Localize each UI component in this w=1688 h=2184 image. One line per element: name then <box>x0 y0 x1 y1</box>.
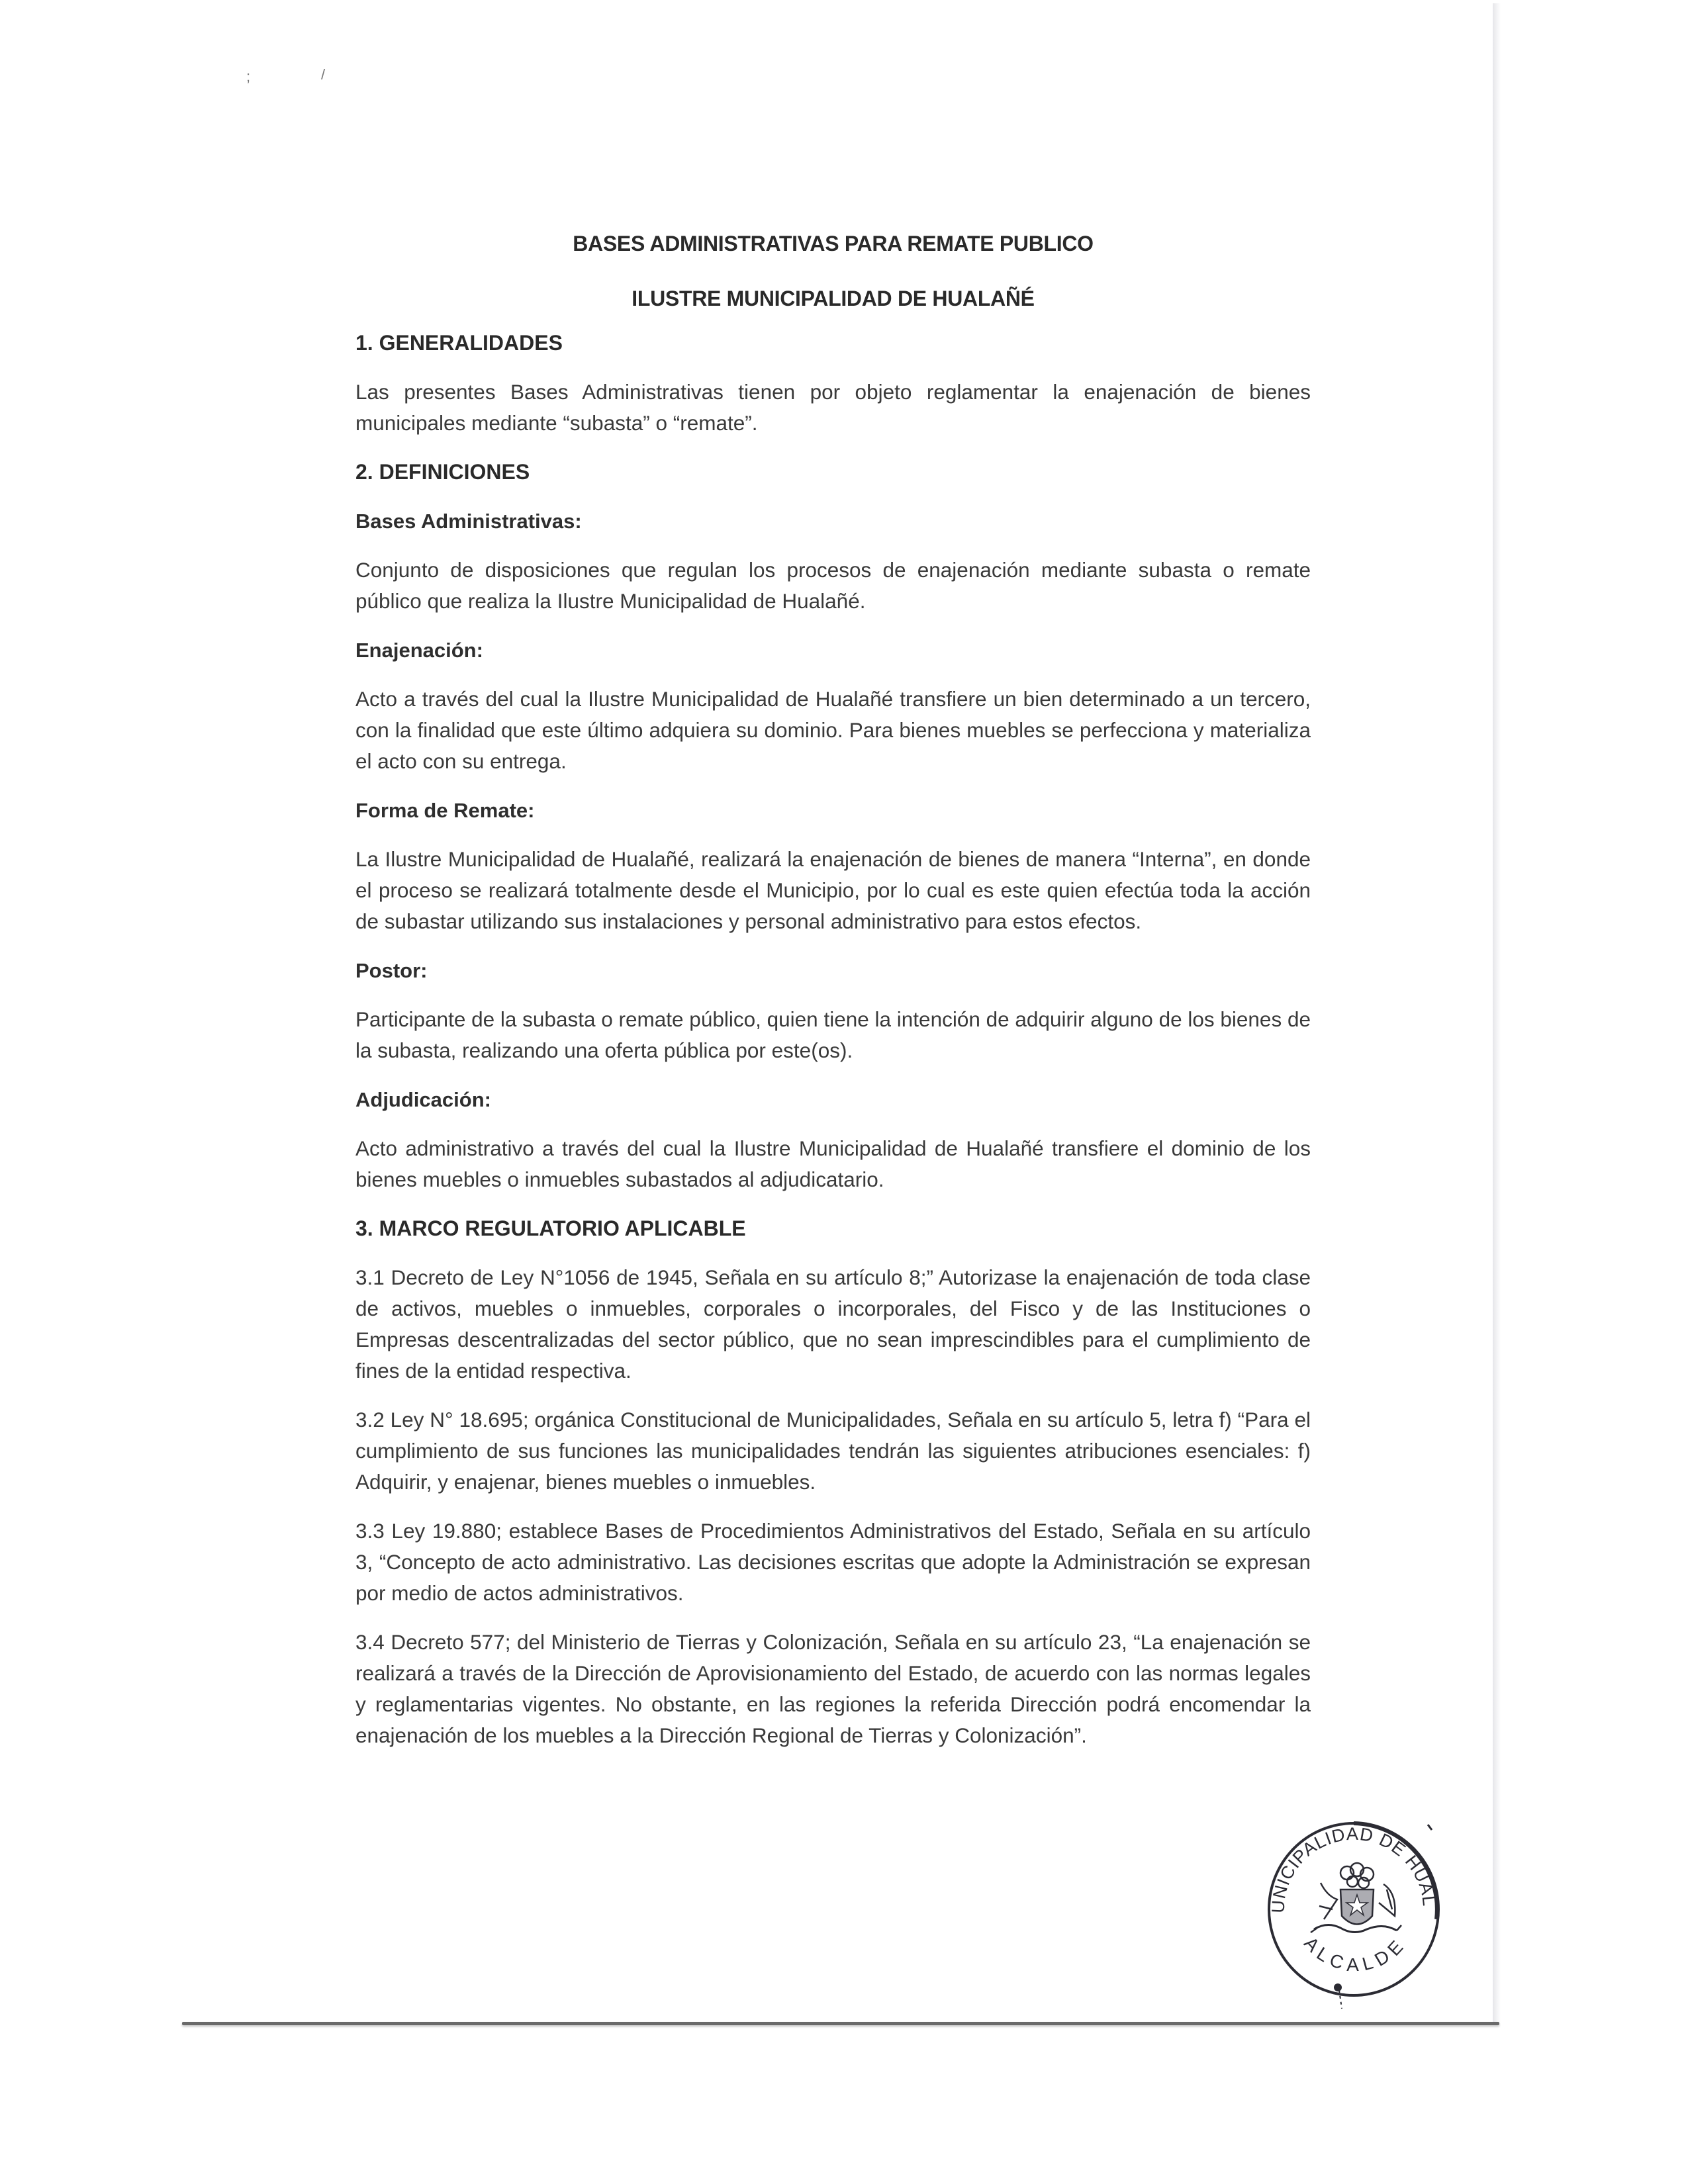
definition-text: Acto a través del cual la Ilustre Municipalidad de Hualañé transfiere un bien determinado a un tercero, con la finalidad que este último adquiera su dominio. Para bienes muebles se perfecciona y materializa el acto con su entrega. <box>355 687 1311 773</box>
document-subtitle: ILUSTRE MUNICIPALIDAD DE HUALAÑÉ <box>632 287 1035 310</box>
document-body <box>355 228 1311 1769</box>
coat-of-arms-icon <box>1311 1863 1401 1933</box>
regulation-item: 3.2 Ley N° 18.695; orgánica Constitucional de Municipalidades, Señala en su artículo 5, letra f) “Para el cumplimiento de sus funciones las municipalidades tendrán las siguientes atribuciones esenciales: f) Adquirir, y enajenar, bienes muebles o inmuebles. <box>355 1408 1311 1494</box>
page-bottom-edge <box>182 2022 1499 2025</box>
section-paragraph: Las presentes Bases Administrativas tienen por objeto reglamentar la enajenación de bienes municipales mediante “subasta” o “remate”. <box>355 380 1311 435</box>
definition-term: Postor: <box>355 959 428 982</box>
stamp-bottom-text: ALCALDE <box>1300 1933 1411 1975</box>
official-stamp <box>1254 1810 1453 2015</box>
stamp-top-text: UNICIPALIDAD DE HUAL <box>1268 1823 1440 1914</box>
regulation-item: 3.4 Decreto 577; del Ministerio de Tierras y Colonización, Señala en su artículo 23, “La enajenación se realizará a través de la Dirección de Aprovisionamiento del Estado, de acuerdo con las normas legales y reglamentarias vigentes. No obstante, en las regiones la referida Dirección podrá encomendar la enajenación de los muebles a la Dirección Regional de Tierras y Colonización”. <box>355 1630 1311 1747</box>
definition-term: Adjudicación: <box>355 1088 491 1111</box>
regulation-item: 3.3 Ley 19.880; establece Bases de Procedimientos Administrativos del Estado, Señala en su artículo 3, “Concepto de acto administrativo. Las decisiones escritas que adopte la Administración se expresan por medio de actos administrativos. <box>355 1519 1311 1605</box>
definition-term: Forma de Remate: <box>355 799 535 822</box>
definition-text: Participante de la subasta o remate público, quien tiene la intención de adquirir alguno de los bienes de la subasta, realizando una oferta pública por este(os). <box>355 1007 1311 1062</box>
definition-text: Acto administrativo a través del cual la Ilustre Municipalidad de Hualañé transfiere el dominio de los bienes muebles o inmuebles subastados al adjudicatario. <box>355 1136 1311 1191</box>
definition-term: Enajenación: <box>355 639 483 662</box>
definition-text: Conjunto de disposiciones que regulan los procesos de enajenación mediante subasta o remate público que realiza la Ilustre Municipalidad de Hualañé. <box>355 558 1311 613</box>
document-title: BASES ADMINISTRATIVAS PARA REMATE PUBLICO <box>573 232 1094 255</box>
scan-artifact: ; <box>246 68 251 85</box>
definition-term: Bases Administrativas: <box>355 510 582 533</box>
definition-text: La Ilustre Municipalidad de Hualañé, realizará la enajenación de bienes de manera “Interna”, en donde el proceso se realizará totalmente desde el Municipio, por lo cual es este quien efectúa toda la acción de subastar utilizando sus instalaciones y personal administrativo para estos efectos. <box>355 847 1311 933</box>
page-edge-shadow <box>1493 3 1501 2022</box>
section-heading-definiciones: 2. DEFINICIONES <box>355 460 530 484</box>
section-heading-marco-regulatorio: 3. MARCO REGULATORIO APLICABLE <box>355 1216 746 1240</box>
stamp-seal-icon <box>1254 1810 1453 2015</box>
scan-artifact: / <box>321 66 326 83</box>
section-heading-generalidades: 1. GENERALIDADES <box>355 331 563 355</box>
regulation-item: 3.1 Decreto de Ley N°1056 de 1945, Señala en su artículo 8;” Autorizase la enajenación de toda clase de activos, muebles o inmuebles, corporales o incorporales, del Fisco y de las Instituciones o Empresas descentralizadas del sector público, que no sean imprescindibles para el cumplimiento de fines de la entidad respectiva. <box>355 1265 1311 1383</box>
